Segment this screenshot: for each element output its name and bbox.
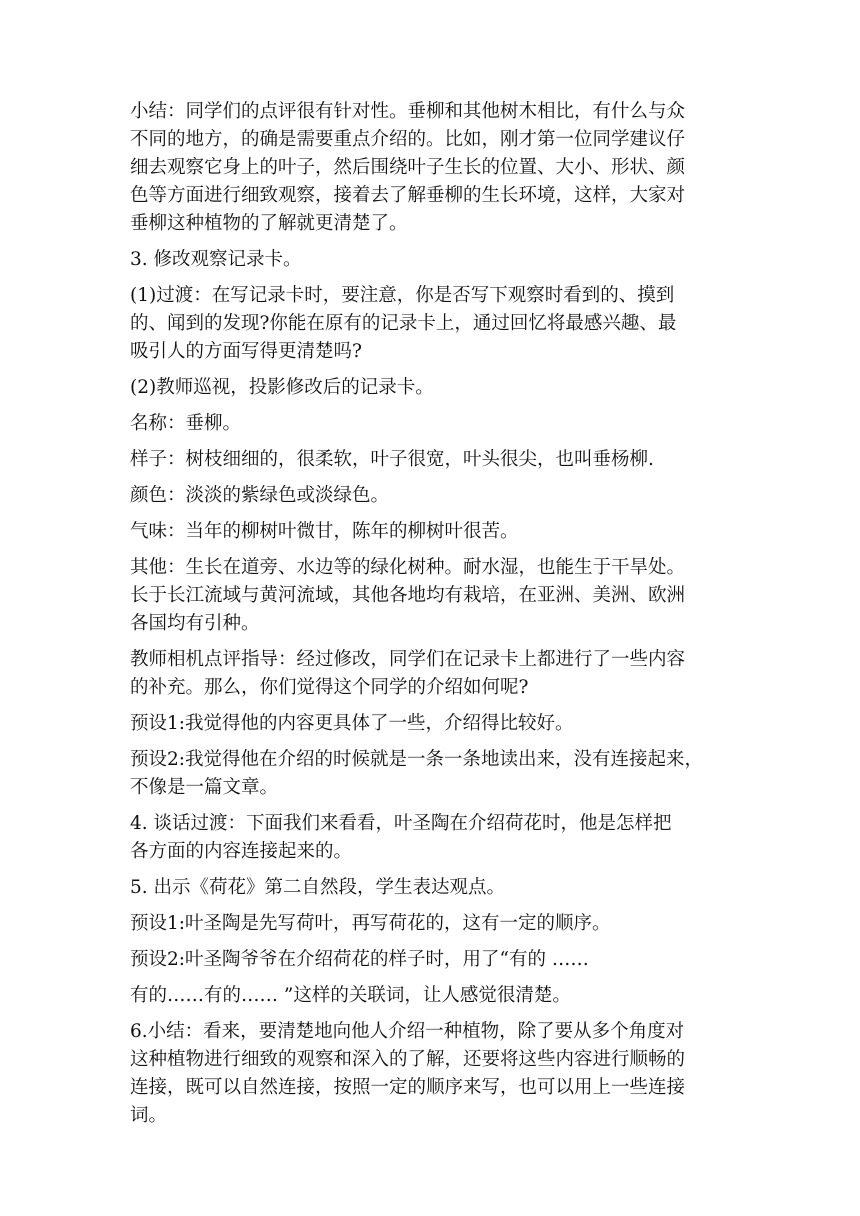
final-summary-paragraph [130,1018,742,1130]
text-line: 5. 出示《荷花》第二自然段，学生表达观点。 [130,877,506,898]
text-line: 6.小结：看来，要清楚地向他人介绍一种植物，除了要从多个角度对 [130,1021,685,1042]
text-line: 教师相机点评指导：经过修改，同学们在记录卡上都进行了一些内容 [130,649,686,670]
record-color [130,482,742,510]
text-line: 样子：树枝细细的，很柔软，叶子很宽，叶头很尖，也叫垂杨柳. [130,449,654,470]
step-4-paragraph [130,810,742,866]
record-smell [130,518,742,546]
text-line: 4. 谈话过渡：下面我们来看看，叶圣陶在介绍荷花时，他是怎样把 [130,813,672,834]
text-line: 3. 修改观察记录卡。 [130,249,302,270]
text-line: 预设1:我觉得他的内容更具体了一些，介绍得比较好。 [130,713,574,734]
lotus-preset-2-paragraph [130,946,742,974]
text-line: 有的……有的…… ”这样的关联词，让人感觉很清楚。 [130,985,571,1006]
lotus-preset-1-paragraph [130,910,742,938]
text-line: 的、闻到的发现?你能在原有的记录卡上，通过回忆将最感兴趣、最 [130,313,677,334]
text-line: 各方面的内容连接起来的。 [130,841,353,862]
text-line: 的补充。那么，你们觉得这个同学的介绍如何呢? [130,677,529,698]
text-line: 色等方面进行细致观察，接着去了解垂柳的生长环境，这样，大家对 [130,185,686,206]
teacher-patrol-paragraph [130,374,742,402]
step-5-paragraph [130,874,742,902]
teacher-comment-paragraph [130,646,742,702]
text-line: 这种植物进行细致的观察和深入的了解，还要将这些内容进行顺畅的 [130,1049,686,1070]
text-line: 预设1:叶圣陶是先写荷叶，再写荷花的，这有一定的顺序。 [130,913,611,934]
text-line: 其他：生长在道旁、水边等的绿化树种。耐水湿，也能生于干旱处。 [130,557,686,578]
text-line: 小结：同学们的点评很有针对性。垂柳和其他树木相比，有什么与众 [130,101,686,122]
text-line: 吸引人的方面写得更清楚吗? [130,341,362,362]
text-line: 各国均有引种。 [130,613,260,634]
preset-2-paragraph [130,746,742,802]
text-line: (1)过渡：在写记录卡时，要注意，你是否写下观察时看到的、摸到 [130,285,675,306]
record-appearance [130,446,742,474]
record-name [130,410,742,438]
text-line: 预设2:叶圣陶爷爷在介绍荷花的样子时，用了“有的 …… [130,949,589,970]
step-3-heading [130,246,742,274]
text-line: 不同的地方，的确是需要重点介绍的。比如，刚才第一位同学建议仔 [130,129,686,150]
text-line: 不像是一篇文章。 [130,777,279,798]
text-line: 垂柳这种植物的了解就更清楚了。 [130,213,408,234]
summary-paragraph [130,98,742,238]
transition-paragraph [130,282,742,366]
text-line: 预设2:我觉得他在介绍的时候就是一条一条地读出来，没有连接起来， [130,749,704,770]
text-line: 名称：垂柳。 [130,413,242,434]
text-line: (2)教师巡视，投影修改后的记录卡。 [130,377,434,398]
text-line: 细去观察它身上的叶子，然后围绕叶子生长的位置、大小、形状、颜 [130,157,686,178]
lotus-preset-2-continuation [130,982,742,1010]
preset-1-paragraph [130,710,742,738]
record-other [130,554,742,638]
text-line: 气味：当年的柳树叶微甘，陈年的柳树叶很苦。 [130,521,519,542]
text-line: 词。 [130,1105,168,1126]
document-page [130,98,742,1138]
text-line: 长于长江流域与黄河流域，其他各地均有栽培，在亚洲、美洲、欧洲 [130,585,686,606]
text-line: 连接，既可以自然连接，按照一定的顺序来写，也可以用上一些连接 [130,1077,686,1098]
text-line: 颜色：淡淡的紫绿色或淡绿色。 [130,485,390,506]
